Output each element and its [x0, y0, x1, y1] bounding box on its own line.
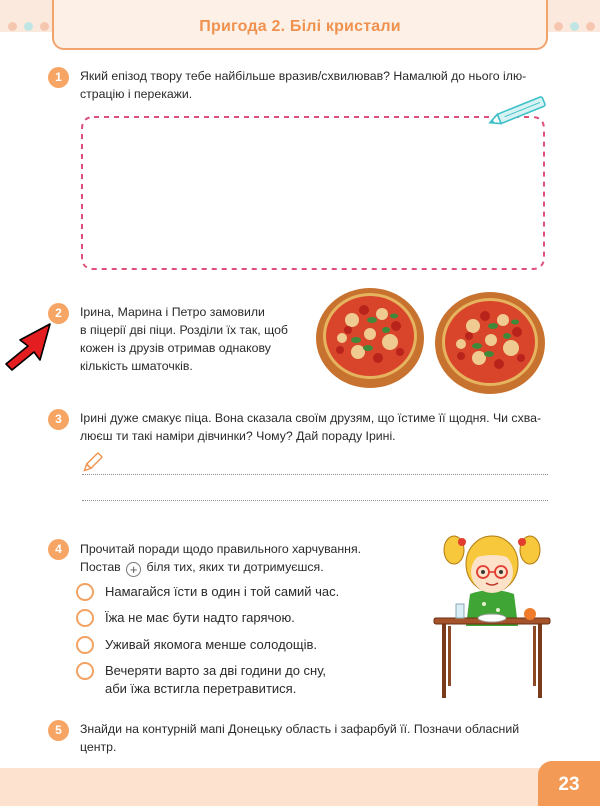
task-3-text [80, 409, 548, 445]
task-2-line: кількість шматочків. [80, 359, 193, 373]
task-4-line-2 [80, 558, 400, 577]
decor-dot [8, 22, 17, 31]
option-checkbox[interactable] [76, 609, 94, 627]
option-label: Уживай якомога менше солодощів. [105, 637, 318, 652]
option-checkbox[interactable] [76, 583, 94, 601]
answer-line[interactable] [82, 474, 548, 475]
task-4-line-2-after: біля тих, яких ти дотримуєшся. [146, 560, 324, 574]
pizza-image-2 [431, 288, 549, 398]
option-label: Їжа не має бути надто гарячою. [105, 610, 295, 625]
decor-dot [570, 22, 579, 31]
pointer-arrow-icon [2, 320, 54, 374]
decor-dot [586, 22, 595, 31]
decor-dot [24, 22, 33, 31]
task-1-line: Який епізод твору тебе найбільше вразив/схвилював? Намалюй до нього ілю- [80, 69, 527, 83]
girl-eating-illustration [428, 530, 556, 700]
task-4-line-2-before: Постав [80, 560, 121, 574]
task-5-line: Знайди на контурній мапі Донецьку область і зафарбуй її. Позначи обласний [80, 722, 520, 736]
header-tab [52, 0, 548, 50]
task-number-1: 1 [48, 67, 69, 88]
task-number-4: 4 [48, 539, 69, 560]
task-2-line: Ірина, Марина і Петро замовили [80, 305, 265, 319]
task-number-5: 5 [48, 720, 69, 741]
option-label-line: Вечеряти варто за дві години до сну, [105, 663, 327, 678]
option-label [105, 662, 326, 698]
page-number: 23 [538, 761, 600, 806]
task-2-line: кожен із друзів отримав однакову [80, 341, 271, 355]
drawing-area[interactable] [80, 113, 546, 273]
task-4-line-1: Прочитай поради щодо правильного харчування. [80, 542, 362, 556]
pencil-small-icon [80, 450, 106, 474]
pencil-icon [484, 96, 554, 128]
task-1-text [80, 67, 548, 103]
answer-line[interactable] [82, 500, 548, 501]
page-title: Пригода 2. Білі кристали [199, 18, 401, 35]
option-checkbox[interactable] [76, 662, 94, 680]
task-1-line: страцію і перекажи. [80, 87, 193, 101]
task-3-line: люєш ти такі наміри дівчинки? Чому? Дай пораду Ірині. [80, 429, 396, 443]
option-checkbox[interactable] [76, 636, 94, 654]
task-2-text [80, 303, 310, 375]
plus-circle-icon: + [126, 562, 141, 577]
task-5-text [80, 720, 548, 756]
task-number-2: 2 [48, 303, 69, 324]
task-2-line: в піцерії дві піци. Розділи їх так, щоб [80, 323, 288, 337]
option-label-line: аби їжа встигла перетравитися. [105, 681, 297, 696]
pizza-image-1 [312, 280, 428, 392]
task-5-line: центр. [80, 740, 117, 754]
footer-band [0, 768, 600, 806]
decor-dot [40, 22, 49, 31]
option-label: Намагайся їсти в один і той самий час. [105, 584, 340, 599]
decor-dot [554, 22, 563, 31]
task-number-3: 3 [48, 409, 69, 430]
task-3-line: Ірині дуже смакує піца. Вона сказала своїм друзям, що їстиме її щодня. Чи схва- [80, 411, 542, 425]
